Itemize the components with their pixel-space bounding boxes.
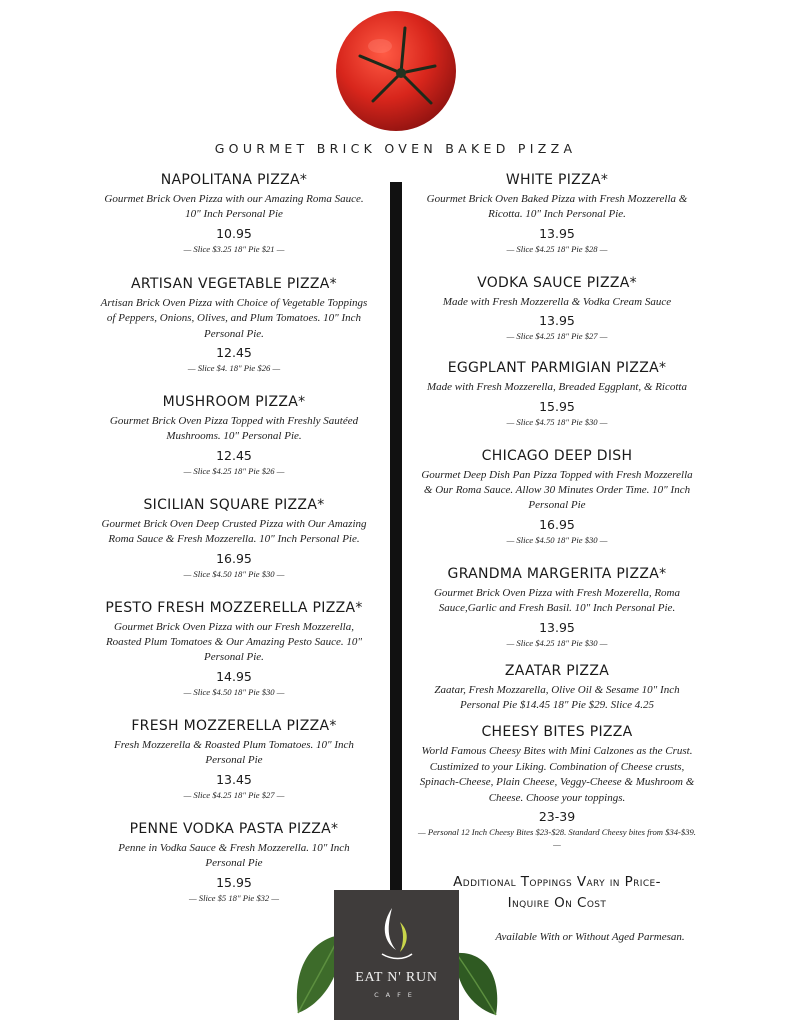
column-divider [390, 182, 402, 894]
item-slice-price: — Slice $4.50 18" Pie $30 — [98, 686, 370, 698]
item-slice-price: — Slice $5 18" Pie $32 — [98, 892, 370, 904]
menu-item [98, 717, 370, 801]
item-slice-price: — Slice $3.25 18" Pie $21 — [98, 243, 370, 255]
flame-icon [378, 904, 416, 964]
item-price: 15.95 [539, 398, 575, 414]
item-slice-price: — Slice $4.25 18" Pie $26 — [98, 465, 370, 477]
item-description: Zaatar, Fresh Mozzarella, Olive Oil & Sesame 10" Inch Personal Pie $14.45 18" Pie $29. Slice 4.25 [434, 683, 680, 712]
item-name: PESTO FRESH MOZZERELLA PIZZA* [105, 599, 363, 616]
item-description: Gourmet Brick Oven Pizza with our Amazing Roma Sauce. 10" Inch Personal Pie [104, 193, 364, 221]
menu-item [98, 393, 370, 477]
menu-item [98, 820, 370, 904]
item-price: 13.45 [216, 771, 252, 787]
item-name: ZAATAR PIZZA [504, 662, 610, 679]
item-price: 12.45 [216, 447, 252, 463]
item-price: 16.95 [539, 516, 575, 532]
toppings-line: Inquire On Cost [507, 895, 607, 911]
cafe-logo [334, 890, 459, 1020]
item-description: Gourmet Brick Oven Baked Pizza with Fresh Mozzerella & Ricotta. 10" Inch Personal Pie. [426, 193, 688, 221]
logo-subtitle: CAFE [374, 991, 419, 999]
item-description: Gourmet Deep Dish Pan Pizza Topped with Fresh Mozzerella & Our Roma Sauce. Allow 30 Minutes Order Time. 10" Inch Personal Pie [421, 468, 693, 512]
parmesan-note: Available With or Without Aged Parmesan. [495, 931, 685, 943]
item-name: WHITE PIZZA* [505, 172, 609, 188]
item-description: Gourmet Brick Oven Deep Crusted Pizza with Our Amazing Roma Sauce & Fresh Mozzerella. 10" Inch Personal Pie. [101, 517, 367, 546]
item-slice-price: — Slice $4.50 18" Pie $30 — [418, 534, 696, 546]
item-name: MUSHROOM PIZZA* [162, 394, 306, 411]
logo-name: EAT N' RUN [355, 970, 438, 985]
item-slice-price: — Slice $4.25 18" Pie $27 — [98, 789, 370, 801]
menu-item [418, 723, 696, 850]
item-price: 13.95 [539, 313, 575, 329]
menu-item [418, 662, 696, 714]
item-price: 13.95 [539, 619, 575, 635]
item-slice-price: — Slice $4.25 18" Pie $27 — [418, 330, 696, 342]
item-description: Made with Fresh Mozzerella & Vodka Cream Sauce [442, 295, 672, 308]
item-price: 13.95 [539, 225, 575, 241]
tomato-image [335, 8, 457, 132]
item-slice-price: — Slice $4.25 18" Pie $28 — [418, 243, 696, 255]
item-slice-price: — Slice $4.50 18" Pie $30 — [98, 568, 370, 580]
item-name: GRANDMA MARGERITA PIZZA* [447, 565, 667, 582]
menu-section-title: GOURMET BRICK OVEN BAKED PIZZA [214, 141, 577, 156]
item-price: 16.95 [216, 550, 252, 566]
item-slice-price: — Slice $4. 18" Pie $26 — [98, 362, 370, 374]
item-slice-price: — Slice $4.75 18" Pie $30 — [418, 416, 696, 428]
item-price: 15.95 [216, 874, 252, 890]
item-description: Penne in Vodka Sauce & Fresh Mozzerella. 10" Inch Personal Pie [118, 841, 350, 870]
item-name: EGGPLANT PARMIGIAN PIZZA* [447, 360, 667, 377]
item-slice-price: — Personal 12 Inch Cheesy Bites $23-$28. Standard Cheesy bites from $34-$39. — [418, 826, 696, 850]
menu-item [98, 171, 370, 255]
left-menu-column [98, 171, 370, 904]
item-name: FRESH MOZZERELLA PIZZA* [131, 717, 337, 734]
item-name: VODKA SAUCE PIZZA* [477, 274, 637, 291]
item-description: Gourmet Brick Oven Pizza with Fresh Mozerella, Roma Sauce,Garlic and Fresh Basil. 10" Inch Personal Pie. [433, 586, 681, 615]
item-price: 14.95 [216, 668, 252, 684]
item-price: 10.95 [216, 225, 252, 241]
menu-item [418, 274, 696, 342]
item-name: CHICAGO DEEP DISH [481, 447, 633, 464]
item-price: 23-39 [538, 809, 576, 825]
menu-item [418, 447, 696, 546]
item-description: Fresh Mozzerella & Roasted Plum Tomatoes. 10" Inch Personal Pie [114, 738, 354, 767]
item-name: SICILIAN SQUARE PIZZA* [143, 496, 325, 513]
item-name: PENNE VODKA PASTA PIZZA* [129, 820, 339, 837]
item-slice-price: — Slice $4.25 18" Pie $30 — [418, 637, 696, 649]
basil-leaf-image [452, 945, 504, 1020]
item-description: Artisan Brick Oven Pizza with Choice of Vegetable Toppings of Peppers, Onions, Olives, and Plum Tomatoes. 10" Inch Personal Pie. [100, 296, 368, 340]
toppings-line: Additional Toppings Vary in Price- [453, 874, 661, 890]
right-menu-column [418, 171, 696, 850]
menu-item [418, 359, 696, 427]
item-name: ARTISAN VEGETABLE PIZZA* [130, 275, 337, 292]
item-description: Gourmet Brick Oven Pizza with our Fresh Mozzerella, Roasted Plum Tomatoes & Our Amazing Pesto Sauce. 10" Personal Pie. [105, 620, 363, 664]
item-description: Made with Fresh Mozzerella, Breaded Eggplant, & Ricotta [427, 381, 687, 394]
item-description: Gourmet Brick Oven Pizza Topped with Freshly Sautéed Mushrooms. 10" Personal Pie. [109, 415, 359, 443]
menu-item [418, 565, 696, 649]
menu-item [98, 496, 370, 580]
menu-item [418, 171, 696, 255]
item-name: CHEESY BITES PIZZA [481, 724, 633, 741]
item-description: World Famous Cheesy Bites with Mini Calzones as the Crust. Custimized to your Liking. Combination of Cheese crusts, Spinach-Cheese, Plain Cheese, Veggy-Cheese & Mushroom & Cheese. Choose your toppings. [419, 745, 695, 804]
menu-item [98, 275, 370, 374]
additional-toppings-note [418, 872, 696, 914]
item-name: NAPOLITANA PIZZA* [160, 172, 308, 188]
item-price: 12.45 [216, 345, 252, 361]
menu-item [98, 599, 370, 698]
